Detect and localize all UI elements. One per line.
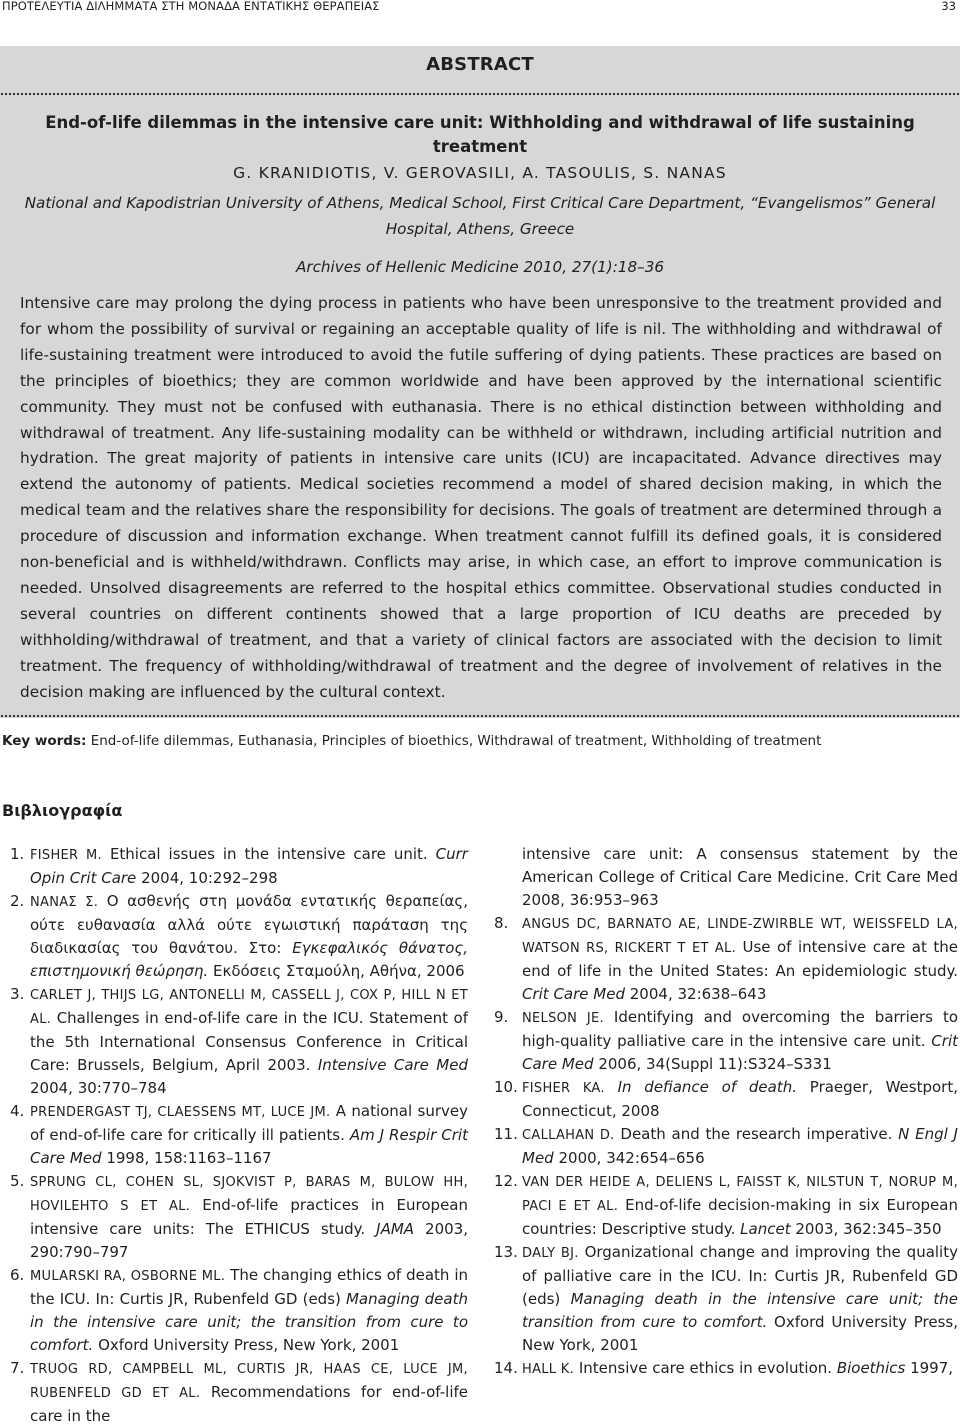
ref-journal: Crit Care Med	[522, 985, 625, 1003]
article-authors: G. KRANIDIOTIS, V. GEROVASILI, A. TASOULIS, S. NANAS	[233, 164, 727, 182]
ref-number: 5.	[10, 1172, 25, 1190]
references-right-column	[494, 843, 958, 1381]
ref-text: Recommendations for end-of-life care in the	[30, 1383, 468, 1425]
ref-number: 11.	[494, 1125, 518, 1143]
ref-number: 1.	[10, 845, 25, 863]
ref-text: intensive care unit: A consensus statement by the American College of Critical Care Medicine.	[522, 845, 958, 886]
references-heading: Βιβλιογραφία	[2, 801, 123, 820]
ref-number: 6.	[10, 1266, 25, 1284]
ref-details: 2004, 32:638–643	[629, 985, 767, 1003]
page-number: 33	[941, 0, 956, 13]
ref-details: 2003, 362:345–350	[795, 1220, 942, 1238]
abstract-heading: ABSTRACT	[426, 54, 534, 75]
ref-number: 8.	[494, 914, 509, 932]
ref-text: Death and the research imperative.	[620, 1125, 893, 1143]
keywords-label: Key words:	[2, 733, 87, 749]
ref-details: 2004, 10:292–298	[141, 869, 278, 887]
ref-details: Oxford University Press, New York, 2001	[522, 1313, 959, 1354]
ref-number: 3.	[10, 985, 25, 1003]
ref-journal: Crit Care Med	[854, 868, 958, 886]
keywords	[2, 733, 821, 749]
ref-journal: Intensive Care Med	[317, 1056, 468, 1074]
ref-details: Εκδόσεις Σταμούλη, Αθήνα, 2006	[213, 962, 465, 980]
ref-journal: Am J Respir Crit Care Med	[30, 1126, 468, 1167]
reference-item	[10, 1170, 468, 1264]
reference-continuation	[494, 843, 958, 912]
ref-details: Praeger, Westport, Connecticut, 2008	[522, 1078, 958, 1120]
ref-details: 1997,	[910, 1359, 954, 1377]
ref-number: 7.	[10, 1359, 25, 1377]
ref-text: Intensive care ethics in evolution.	[578, 1359, 833, 1377]
ref-journal: Bioethics	[836, 1359, 906, 1377]
ref-journal: Lancet	[740, 1220, 791, 1238]
ref-number: 9.	[494, 1008, 509, 1026]
ref-text: End-of-life practices in European intensive care units: The ETHICUS study.	[30, 1196, 469, 1238]
ref-authors: ΝΑΝΑΣ Σ.	[30, 895, 99, 910]
reference-item	[10, 843, 468, 890]
ref-journal: Managing death in the intensive care unit; the transition from cure to comfort.	[522, 1290, 958, 1331]
ref-authors: VAN DER HEIDE A, DELIENS L, FAISST K, NILSTUN T, NORUP M, PACI E ET AL.	[522, 1175, 958, 1214]
ref-number: 13.	[494, 1243, 518, 1261]
ref-text: Identifying and overcoming the barriers to high-quality palliative care in the intensive care unit.	[522, 1008, 959, 1050]
article-citation: Archives of Hellenic Medicine 2010, 27(1):18–36	[295, 258, 665, 276]
ref-number: 4.	[10, 1102, 25, 1120]
reference-item	[494, 912, 958, 1006]
ref-authors: NELSON JE.	[522, 1011, 604, 1026]
running-title: ΠΡΟΤΕΛΕΥΤΙΑ ΔΙΛΗΜΜΑΤΑ ΣΤΗ ΜΟΝΑΔΑ ΕΝΤΑΤΙΚΗΣ ΘΕΡΑΠΕΙΑΣ	[2, 0, 380, 13]
ref-number: 14.	[494, 1359, 518, 1377]
ref-details: 2004, 30:770–784	[30, 1079, 167, 1097]
ref-authors: HALL K.	[522, 1362, 575, 1377]
ref-text: Use of intensive care at the end of life in the United States: An epidemiologic study.	[522, 938, 958, 980]
ref-authors: MULARSKI RA, OSBORNE ML.	[30, 1269, 226, 1284]
ref-text: Ο ασθενής στη μονάδα εντατικής θεραπείας, ούτε ευθανασία αλλά ούτε εγωιστική παράταση της διαδικασίας του θανάτου. Στο:	[30, 892, 468, 957]
ref-journal: Curr Opin Crit Care	[30, 845, 468, 887]
reference-item	[10, 1357, 468, 1428]
reference-item	[10, 1264, 468, 1357]
ref-journal: JAMA	[376, 1220, 415, 1238]
article-title: End-of-life dilemmas in the intensive care unit: Withholding and withdrawal of life sustaining treatment	[45, 113, 915, 156]
reference-item	[494, 1006, 958, 1076]
reference-item	[10, 983, 468, 1100]
ref-journal: N Engl J Med	[522, 1125, 958, 1167]
references-left-column	[10, 843, 468, 1428]
reference-item	[10, 1100, 468, 1170]
reference-item	[494, 1076, 958, 1123]
ref-details: 1998, 158:1163–1167	[106, 1149, 272, 1167]
ref-journal: Managing death in the intensive care unit; the transition from cure to comfort.	[30, 1290, 468, 1354]
ref-journal: Εγκεφαλικός θάνατος, επιστημονική θεώρηση.	[30, 939, 468, 980]
ref-text: Ethical issues in the intensive care unit.	[109, 845, 428, 863]
abstract-text: Intensive care may prolong the dying process in patients who have been unresponsive to the treatment provided and for whom the possibility of survival or regaining an acceptable quality of life is nil. The withholding and withdrawal of life-sustaining treatment were introduced to avoid the futile suffering of dying patients. These practices are based on the principles of bioethics; they are common worldwide and have been approved by the international scientific community. They must not be confused with euthanasia. There is no ethical distinction between withholding and withdrawal of treatment. Any life-sustaining modality can be withheld or withdrawn, including artificial nutrition and hydration. The great majority of patients in intensive care units (ICU) are incapacitated. Advance directives may extend the autonomy of patients. Medical societies recommend a model of shared decision making, in which the medical team and the relatives share the responsibility for decisions. The goals of treatment are determined through a procedure of discussion and information exchange. When treatment cannot fulfill its defined goals, it is considered non-beneficial and is withheld/withdrawn. Conflicts may arise, in which case, an effort to improve communication is needed. Unsolved disagreements are referred to the hospital ethics committee. Observational studies conducted in several countries on different continents showed that a large proportion of ICU deaths are preceded by withholding/withdrawal of treatment, and that a variety of clinical factors are associated with the decision to limit treatment. The frequency of withholding/withdrawal of treatment and the degree of involvement of relatives in the decision making are influenced by the cultural context.	[20, 294, 942, 701]
ref-authors: DALY BJ.	[522, 1246, 579, 1261]
dotted-divider-top	[0, 92, 960, 96]
ref-authors: CARLET J, THIJS LG, ANTONELLI M, CASSELL J, COX P, HILL N ET AL.	[30, 988, 468, 1027]
reference-item	[494, 1357, 958, 1381]
ref-text: Organizational change and improving the quality of palliative care in the ICU. In: Curtis JR, Rubenfeld GD (eds)	[522, 1243, 958, 1308]
ref-text: The changing ethics of death in the ICU. In: Curtis JR, Rubenfeld GD (eds)	[30, 1266, 468, 1308]
ref-details: Oxford University Press, New York, 2001	[98, 1336, 400, 1354]
ref-text: Challenges in end-of-life care in the ICU. Statement of the 5th International Consensus Conference in Critical Care: Brussels, Belgium, April 2003.	[30, 1009, 468, 1074]
ref-authors: FISHER KA.	[522, 1081, 605, 1096]
ref-journal: Crit Care Med	[522, 1032, 958, 1073]
ref-authors: PRENDERGAST TJ, CLAESSENS MT, LUCE JM.	[30, 1105, 331, 1120]
keywords-text: End-of-life dilemmas, Euthanasia, Principles of bioethics, Withdrawal of treatment, Withholding of treatment	[90, 733, 822, 749]
ref-number: 2.	[10, 892, 25, 910]
ref-number: 10.	[494, 1078, 518, 1096]
reference-item	[494, 1241, 958, 1357]
article-affiliation: National and Kapodistrian University of Athens, Medical School, First Critical Care Department, “Evangelismos” General Hospital, Athens, Greece	[24, 194, 936, 238]
ref-authors: CALLAHAN D.	[522, 1128, 615, 1143]
ref-text: A national survey of end-of-life care for critically ill patients.	[30, 1102, 468, 1144]
ref-details: 2008, 36:953–963	[522, 891, 659, 909]
ref-authors: TRUOG RD, CAMPBELL ML, CURTIS JR, HAAS CE, LUCE JM, RUBENFELD GD ET AL.	[30, 1362, 468, 1401]
ref-authors: FISHER M.	[30, 848, 102, 863]
ref-text: End-of-life decision-making in six European countries: Descriptive study.	[522, 1196, 958, 1238]
reference-item	[494, 1170, 958, 1241]
ref-authors: SPRUNG CL, COHEN SL, SJOKVIST P, BARAS M, BULOW HH, HOVILEHTO S ET AL.	[30, 1175, 468, 1214]
ref-authors: ANGUS DC, BARNATO AE, LINDE-ZWIRBLE WT, WEISSFELD LA, WATSON RS, RICKERT T ET AL.	[522, 917, 958, 956]
running-header	[0, 0, 960, 14]
reference-item	[494, 1123, 958, 1170]
ref-journal: In defiance of death.	[617, 1078, 797, 1096]
ref-details: 2006, 34(Suppl 11):S324–S331	[598, 1055, 832, 1073]
ref-number: 12.	[494, 1172, 518, 1190]
dotted-divider-bottom	[0, 714, 960, 718]
ref-details: 2003, 290:790–797	[30, 1220, 468, 1261]
reference-item	[10, 890, 468, 983]
ref-details: 2000, 342:654–656	[558, 1149, 705, 1167]
